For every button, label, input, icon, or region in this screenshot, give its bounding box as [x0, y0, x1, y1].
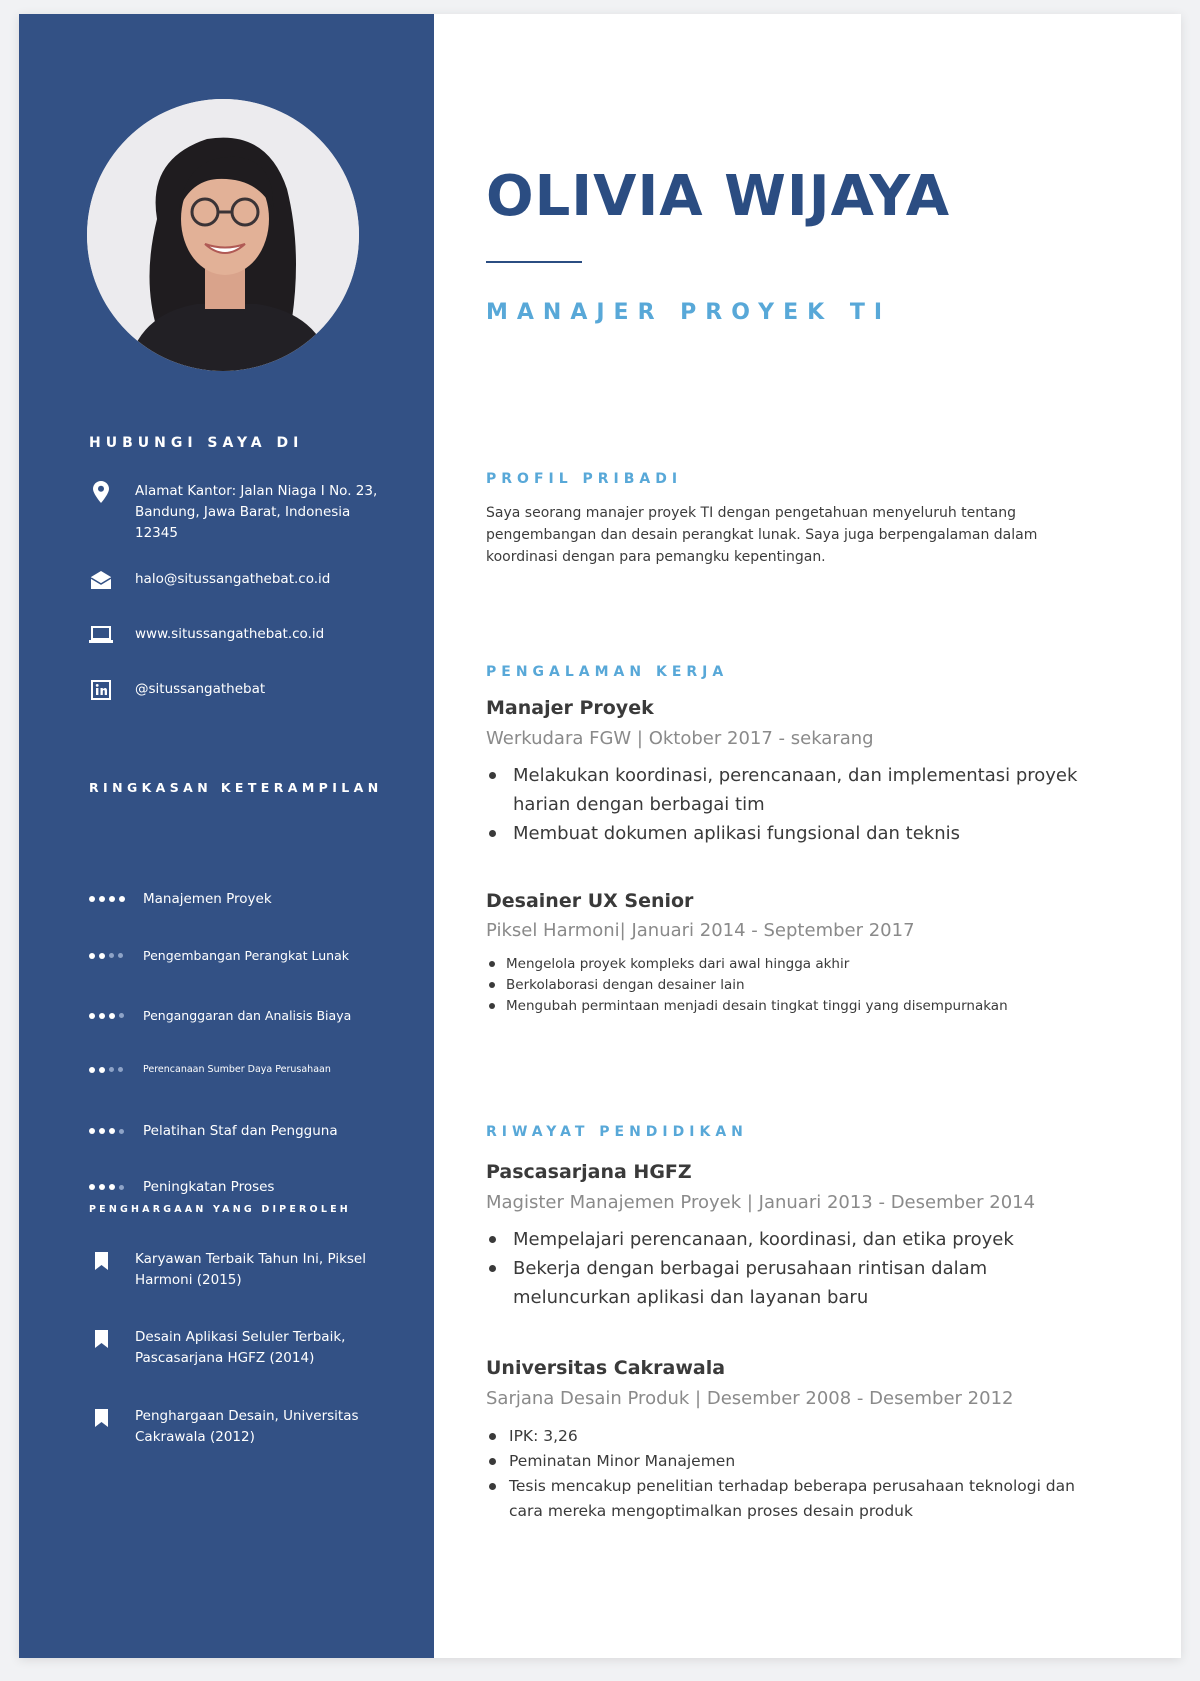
job-bullets-1 — [486, 761, 1086, 848]
skill-level-dot — [118, 953, 123, 958]
profile-heading: PROFIL PRIBADI — [486, 471, 683, 487]
school-title-2: Universitas Cakrawala — [486, 1357, 726, 1379]
contact-email-text[interactable]: halo@situssangathebat.co.id — [135, 571, 331, 587]
skill-level-dot — [89, 1184, 95, 1190]
skill-level-dot — [99, 1184, 105, 1190]
job-subtitle-2: Piksel Harmoni| Januari 2014 - September 2017 — [486, 920, 915, 941]
skill-item — [89, 1008, 409, 1023]
envelope-icon — [89, 569, 113, 591]
contact-address — [89, 481, 389, 544]
list-item: IPK: 3,26 — [486, 1424, 1106, 1449]
contact-website-text[interactable]: www.situssangathebat.co.id — [135, 626, 325, 642]
contact-linkedin[interactable] — [89, 679, 389, 701]
job-title-1: Manajer Proyek — [486, 697, 654, 719]
list-item: Melakukan koordinasi, perencanaan, dan implementasi proyek harian dengan berbagai tim — [486, 761, 1086, 819]
skill-label: Perencanaan Sumber Daya Perusahaan — [143, 1064, 331, 1075]
profile-text: Saya seorang manajer proyek TI dengan pengetahuan menyeluruh tentang pengembangan dan desain perangkat lunak. Saya juga berpengalaman dalam koordinasi dengan para pemangku kepentingan. — [486, 505, 1038, 565]
skill-item — [89, 948, 409, 963]
list-item: Mempelajari perencanaan, koordinasi, dan etika proyek — [486, 1225, 1086, 1254]
skill-level-dot — [89, 1128, 95, 1134]
job-bullets-2 — [486, 954, 1106, 1017]
person-name: OLIVIA WIJAYA — [486, 164, 951, 229]
sidebar — [19, 14, 434, 1658]
skill-level-dot — [109, 896, 115, 902]
map-pin-icon — [89, 481, 113, 503]
skill-level-dot — [89, 953, 95, 959]
skill-level-dot — [99, 1067, 105, 1073]
school-bullets-2 — [486, 1424, 1106, 1524]
award-item — [89, 1249, 399, 1291]
skill-level-dot — [119, 1129, 124, 1134]
skill-level-dots — [89, 1067, 135, 1073]
skill-level-dot — [99, 953, 105, 959]
contact-website[interactable] — [89, 624, 389, 646]
resume-page — [19, 14, 1181, 1658]
skill-level-dot — [109, 1013, 115, 1019]
award-text: Desain Aplikasi Seluler Terbaik, Pascasarjana HGFZ (2014) — [135, 1329, 346, 1366]
skill-level-dot — [109, 1128, 115, 1134]
school-bullets-1 — [486, 1225, 1086, 1312]
skill-level-dot — [109, 953, 114, 958]
skill-level-dots — [89, 1013, 135, 1019]
list-item: Peminatan Minor Manajemen — [486, 1449, 1106, 1474]
skill-item — [89, 1179, 409, 1195]
list-item: Mengelola proyek kompleks dari awal hingga akhir — [486, 954, 1106, 975]
skill-level-dot — [118, 1067, 123, 1072]
skill-level-dot — [89, 1013, 95, 1019]
list-item: Membuat dokumen aplikasi fungsional dan teknis — [486, 819, 1086, 848]
skill-level-dots — [89, 953, 135, 959]
list-item: Berkolaborasi dengan desainer lain — [486, 975, 1106, 996]
skill-level-dot — [119, 1013, 124, 1018]
bookmark-icon — [89, 1249, 113, 1270]
profile-photo — [87, 99, 359, 371]
award-item — [89, 1406, 399, 1448]
main-content — [434, 14, 1181, 1658]
school-title-1: Pascasarjana HGFZ — [486, 1161, 692, 1183]
contact-heading: HUBUNGI SAYA DI — [89, 435, 304, 451]
skill-level-dot — [119, 896, 125, 902]
skill-level-dot — [89, 1067, 95, 1073]
skill-level-dot — [99, 1013, 105, 1019]
skill-label: Pelatihan Staf dan Pengguna — [143, 1123, 338, 1139]
bookmark-icon — [89, 1327, 113, 1348]
school-subtitle-1: Magister Manajemen Proyek | Januari 2013 - Desember 2014 — [486, 1192, 1036, 1213]
skill-level-dot — [119, 1185, 124, 1190]
contact-linkedin-text[interactable]: @situssangathebat — [135, 681, 266, 697]
award-text: Karyawan Terbaik Tahun Ini, Piksel Harmoni (2015) — [135, 1251, 366, 1288]
linkedin-icon — [89, 679, 113, 701]
profile-photo-illustration — [87, 99, 359, 371]
award-text: Penghargaan Desain, Universitas Cakrawala (2012) — [135, 1408, 359, 1445]
bookmark-icon — [89, 1406, 113, 1427]
skill-level-dots — [89, 1128, 135, 1134]
contact-address-text: Alamat Kantor: Jalan Niaga I No. 23, Bandung, Jawa Barat, Indonesia 12345 — [135, 483, 378, 541]
school-subtitle-2: Sarjana Desain Produk | Desember 2008 - Desember 2012 — [486, 1388, 1014, 1409]
skill-level-dots — [89, 896, 135, 902]
skill-label: Manajemen Proyek — [143, 891, 272, 907]
skill-item — [89, 891, 409, 907]
skill-level-dot — [109, 1067, 114, 1072]
awards-heading: PENGHARGAAN YANG DIPEROLEH — [89, 1204, 351, 1215]
job-title-2: Desainer UX Senior — [486, 890, 694, 912]
list-item: Tesis mencakup penelitian terhadap beberapa perusahaan teknologi dan cara mereka mengoptimalkan proses desain produk — [486, 1474, 1106, 1524]
skill-level-dot — [109, 1184, 115, 1190]
job-subtitle-1: Werkudara FGW | Oktober 2017 - sekarang — [486, 728, 874, 749]
skill-label: Penganggaran dan Analisis Biaya — [143, 1008, 352, 1023]
skill-level-dot — [99, 1128, 105, 1134]
list-item: Mengubah permintaan menjadi desain tingkat tinggi yang disempurnakan — [486, 996, 1106, 1017]
education-heading: RIWAYAT PENDIDIKAN — [486, 1124, 748, 1140]
list-item: Bekerja dengan berbagai perusahaan rintisan dalam meluncurkan aplikasi dan layanan baru — [486, 1254, 1086, 1312]
contact-email[interactable] — [89, 569, 389, 591]
experience-heading: PENGALAMAN KERJA — [486, 664, 729, 680]
skill-label: Pengembangan Perangkat Lunak — [143, 948, 349, 963]
award-item — [89, 1327, 399, 1369]
laptop-icon — [89, 624, 113, 646]
skill-level-dot — [89, 896, 95, 902]
skill-label: Peningkatan Proses — [143, 1179, 275, 1195]
skill-level-dot — [99, 896, 105, 902]
skills-heading: RINGKASAN KETERAMPILAN — [89, 780, 383, 795]
name-divider — [486, 261, 582, 263]
job-title: MANAJER PROYEK TI — [486, 300, 892, 325]
skill-item — [89, 1064, 409, 1075]
skill-item — [89, 1123, 409, 1139]
skill-level-dots — [89, 1184, 135, 1190]
